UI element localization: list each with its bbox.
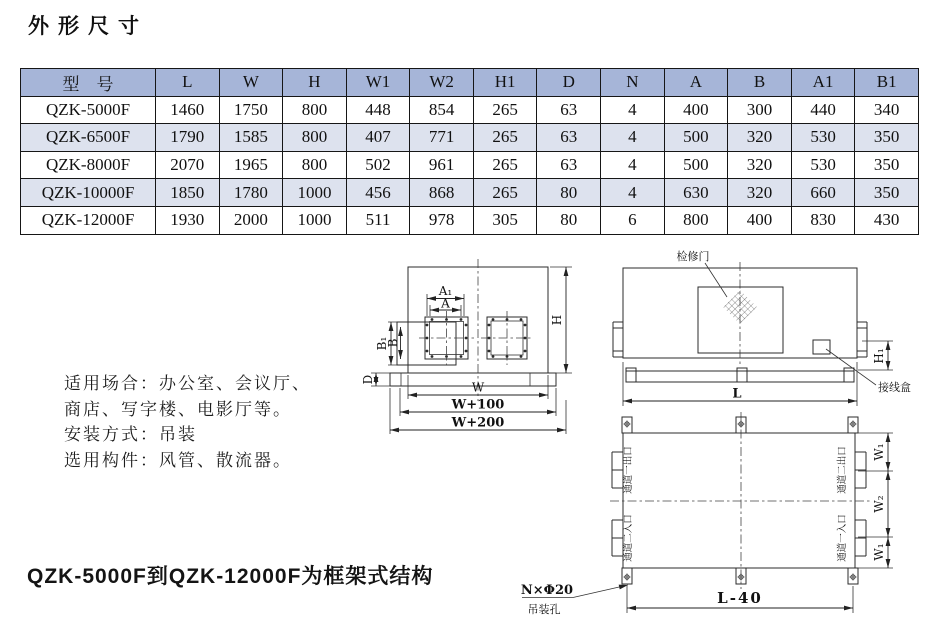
hanging-holes-name-label: 吊装孔	[527, 604, 561, 616]
channel1-outlet-label: 通道一出口	[623, 446, 634, 494]
model-cell: QZK-5000F	[21, 96, 156, 124]
page-title: 外形尺寸	[28, 13, 148, 38]
base-band-ticks	[401, 373, 530, 386]
table-cell: 854	[410, 96, 474, 124]
side-view	[613, 262, 867, 382]
top-right-inlet-stub	[855, 520, 866, 556]
table-cell: 448	[346, 96, 410, 124]
table-cell: 800	[283, 124, 347, 152]
col-header-l: L	[156, 69, 220, 97]
table-cell: 80	[537, 206, 601, 234]
table-cell: 1585	[219, 124, 283, 152]
table-cell: 265	[473, 96, 537, 124]
mounting-lugs-top	[622, 417, 858, 433]
top-right-outlet-stub	[855, 452, 866, 488]
table-cell: 530	[791, 151, 855, 179]
table-cell: 1750	[219, 96, 283, 124]
structure-note: QZK-5000F到QZK-12000F为框架式结构	[27, 565, 434, 588]
col-header-w1: W1	[346, 69, 410, 97]
dim-label-b1: B₁	[375, 336, 389, 351]
table-cell: 511	[346, 206, 410, 234]
table-cell: 771	[410, 124, 474, 152]
dim-label-b: B	[386, 338, 400, 348]
table-cell: 800	[283, 96, 347, 124]
top-view-annotations	[521, 433, 893, 616]
table-cell: 350	[855, 124, 919, 152]
hanging-holes-leader	[573, 585, 628, 598]
table-cell: 6	[601, 206, 665, 234]
table-cell: 2000	[219, 206, 283, 234]
hanger-foot	[737, 368, 747, 382]
table-cell: 400	[728, 206, 792, 234]
dim-label-l: L	[732, 386, 742, 402]
table-cell: 1790	[156, 124, 220, 152]
col-header-d: D	[537, 69, 601, 97]
col-header-n: N	[601, 69, 665, 97]
table-cell: 1930	[156, 206, 220, 234]
top-body-outline	[623, 433, 855, 568]
table-cell: 407	[346, 124, 410, 152]
table-cell: 978	[410, 206, 474, 234]
dim-label-a1: A₁	[438, 284, 453, 298]
hanger-foot	[844, 368, 854, 382]
channel1-inlet-label: 通道一入口	[837, 514, 848, 562]
table-cell: 440	[791, 96, 855, 124]
dim-label-a: A	[441, 296, 450, 311]
table-cell: 265	[473, 151, 537, 179]
table-cell: 1850	[156, 179, 220, 207]
top-centerlines	[610, 412, 871, 589]
col-header-b: B	[728, 69, 792, 97]
table-cell: 456	[346, 179, 410, 207]
model-cell: QZK-6500F	[21, 124, 156, 152]
access-door-label: 检修门	[676, 251, 710, 263]
dim-label-h1: H₁	[872, 348, 886, 364]
table-cell: 265	[473, 124, 537, 152]
table-cell: 305	[473, 206, 537, 234]
table-cell: 4	[601, 179, 665, 207]
channel2-outlet-label: 通道二出口	[837, 446, 848, 494]
table-cell: 530	[791, 124, 855, 152]
top-view	[610, 412, 871, 589]
table-cell: 1780	[219, 179, 283, 207]
table-cell: 500	[664, 124, 728, 152]
table-cell: 800	[664, 206, 728, 234]
table-cell: 4	[601, 96, 665, 124]
table-cell: 63	[537, 124, 601, 152]
table-cell: 320	[728, 179, 792, 207]
table-cell: 430	[855, 206, 919, 234]
top-left-outlet-stub	[612, 452, 623, 488]
top-left-inlet-stub	[612, 520, 623, 556]
table-cell: 4	[601, 151, 665, 179]
table-cell: 868	[410, 179, 474, 207]
col-header-a: A	[664, 69, 728, 97]
junction-box-label: 接线盒	[878, 382, 911, 394]
table-cell: 400	[664, 96, 728, 124]
hanging-rail	[626, 371, 854, 382]
table-cell: 1965	[219, 151, 283, 179]
dim-label-w1-top: W₁	[872, 443, 886, 461]
table-cell: 830	[791, 206, 855, 234]
table-cell: 320	[728, 124, 792, 152]
dim-label-l40: L-40	[717, 589, 763, 607]
table-cell: 4	[601, 124, 665, 152]
table-cell: 1000	[283, 179, 347, 207]
dim-label-w200: W+200	[451, 415, 505, 431]
hanging-holes-count-label: N×Φ20	[520, 583, 574, 598]
table-cell: 500	[664, 151, 728, 179]
note-line: 适用场合：办公室、会议厅、	[64, 374, 311, 393]
table-cell: 1460	[156, 96, 220, 124]
table-cell: 63	[537, 151, 601, 179]
side-right-stub	[857, 322, 867, 357]
col-header-model: 型 号	[21, 69, 156, 97]
col-header-a1: A1	[791, 69, 855, 97]
dim-label-d: D	[361, 374, 375, 385]
table-cell: 63	[537, 96, 601, 124]
table-cell: 265	[473, 179, 537, 207]
note-line: 选用构件：风管、散流器。	[64, 450, 292, 470]
table-cell: 350	[855, 179, 919, 207]
model-cell: QZK-12000F	[21, 206, 156, 234]
dim-label-w2: W₂	[872, 495, 886, 513]
col-header-w2: W2	[410, 69, 474, 97]
table-cell: 800	[283, 151, 347, 179]
mounting-lugs-bottom	[622, 568, 858, 584]
col-header-w: W	[219, 69, 283, 97]
channel2-inlet-label: 通道二入口	[623, 514, 634, 562]
model-cell: QZK-10000F	[21, 179, 156, 207]
dim-label-w: W	[471, 380, 485, 395]
table-cell: 340	[855, 96, 919, 124]
door-hatch	[723, 290, 757, 324]
table-cell: 320	[728, 151, 792, 179]
table-cell: 630	[664, 179, 728, 207]
table-cell: 660	[791, 179, 855, 207]
table-cell: 961	[410, 151, 474, 179]
junction-box-leader	[826, 349, 876, 385]
table-cell: 502	[346, 151, 410, 179]
col-header-b1: B1	[855, 69, 919, 97]
table-cell: 80	[537, 179, 601, 207]
side-left-stub	[613, 322, 623, 357]
hanger-foot	[626, 368, 636, 382]
col-header-h: H	[283, 69, 347, 97]
note-line: 安装方式：吊装	[64, 425, 197, 444]
model-cell: QZK-8000F	[21, 151, 156, 179]
dim-label-h: H	[550, 314, 564, 326]
table-cell: 1000	[283, 206, 347, 234]
note-line: 商店、写字楼、电影厅等。	[64, 399, 292, 419]
table-cell: 2070	[156, 151, 220, 179]
col-header-h1: H1	[473, 69, 537, 97]
junction-box	[813, 340, 830, 354]
dim-label-w1-bottom: W₁	[872, 543, 886, 561]
table-cell: 300	[728, 96, 792, 124]
dim-label-w100: W+100	[451, 397, 505, 413]
table-cell: 350	[855, 151, 919, 179]
